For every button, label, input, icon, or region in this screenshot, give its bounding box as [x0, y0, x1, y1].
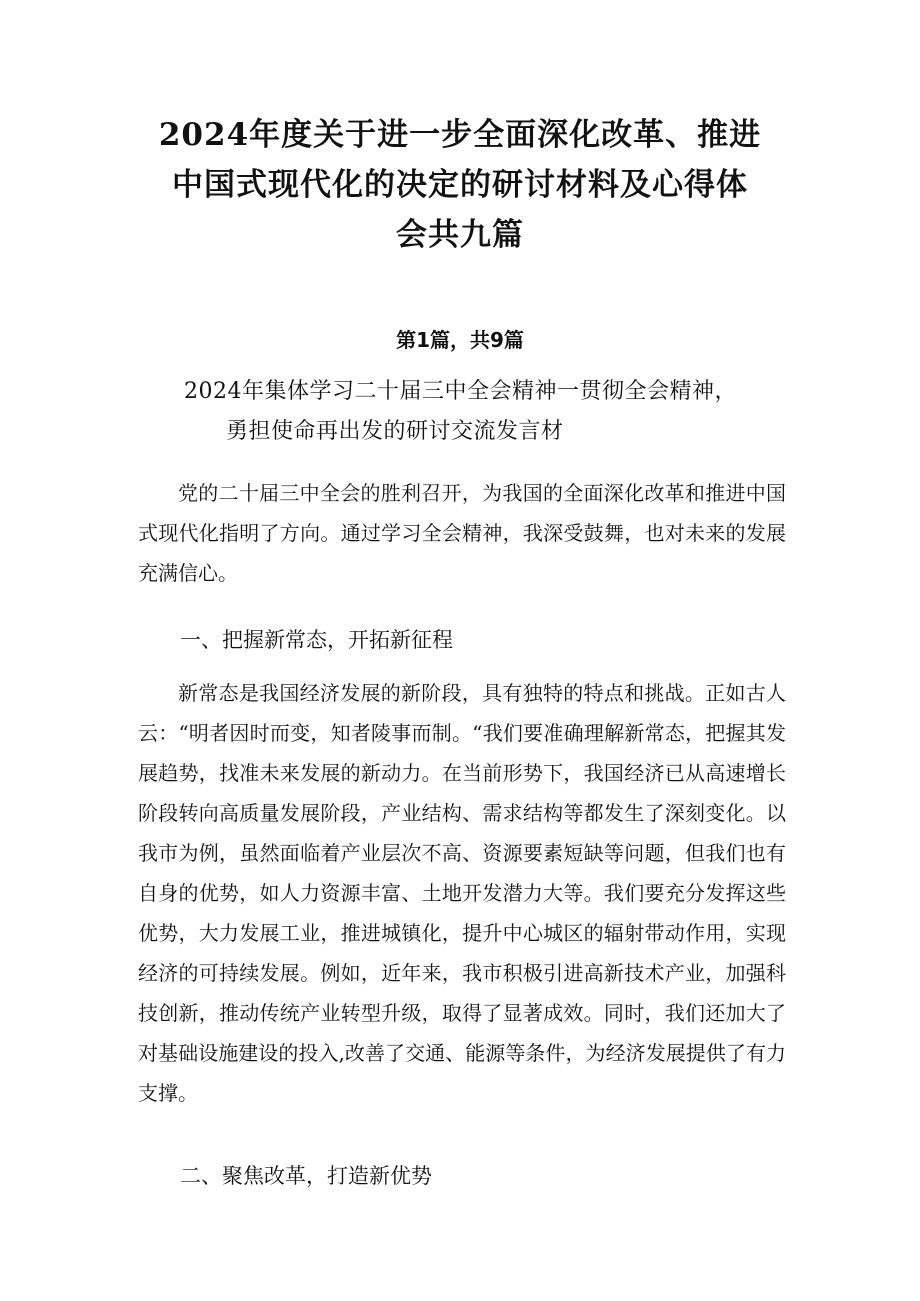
article-title-line: 2024年集体学习二十届三中全会精神一贯彻全会精神，	[184, 379, 737, 404]
body-paragraph: 党的二十届三中全会的胜利召开，为我国的全面深化改革和推进中国式现代化指明了方向。通过学习全会精神，我深受鼓舞，也对未来的发展充满信心。	[138, 481, 786, 585]
section-heading: 二、聚焦改革，打造新优势	[180, 1164, 432, 1188]
article-title-line: 勇担使命再出发的研讨交流发言材	[226, 419, 564, 444]
document-title-line: 会共九篇	[396, 217, 524, 253]
part-label: 第1篇，共9篇	[396, 328, 524, 352]
document-title-line: 中国式现代化的决定的研讨材料及心得体	[172, 167, 748, 203]
document-title	[100, 110, 820, 260]
document-title-line: 2024年度关于进一步全面深化改革、推进	[158, 117, 762, 153]
section-heading: 一、把握新常态，开拓新征程	[180, 628, 453, 652]
body-paragraph: 新常态是我国经济发展的新阶段，具有独特的特点和挑战。正如古人云：“明者因时而变，知者陵事而制。“我们要准确理解新常态，把握其发展趋势，找准未来发展的新动力。在当前形势下，我国经济已从高速增长阶段转向高质量发展阶段，产业结构、需求结构等都发生了深刻变化。以我市为例，虽然面临着产业层次不高、资源要素短缺等问题，但我们也有自身的优势，如人力资源丰富、土地开发潜力大等。我们要充分发挥这些优势，大力发展工业，推进城镇化，提升中心城区的辐射带动作用，实现经济的可持续发展。例如，近年来，我市积极引进高新技术产业，加强科技创新，推动传统产业转型升级，取得了显著成效。同时，我们还加大了对基础设施建设的投入,改善了交通、能源等条件，为经济发展提供了有力支撑。	[138, 681, 786, 1105]
